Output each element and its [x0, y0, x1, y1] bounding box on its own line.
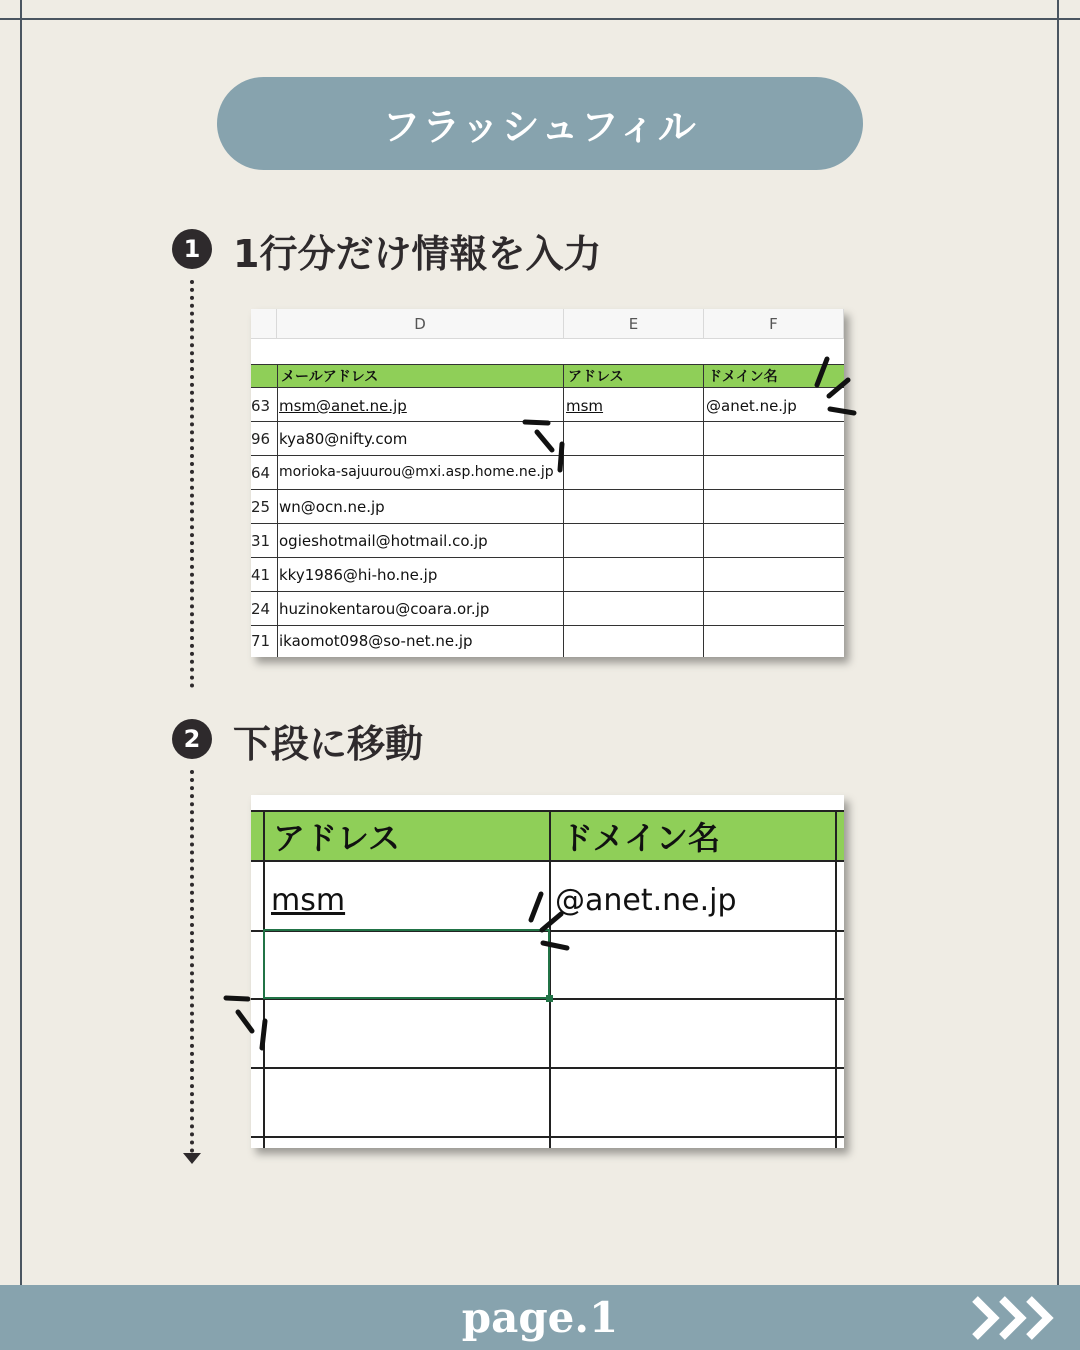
- domain-cell[interactable]: @anet.ne.jp: [706, 397, 797, 415]
- footer-bar: [0, 1285, 1080, 1350]
- spark-mark: [542, 914, 561, 930]
- spark-mark: [531, 894, 541, 920]
- header-cell-address[interactable]: アドレス: [568, 369, 624, 385]
- spark-mark: [226, 998, 248, 999]
- column-header-d[interactable]: D: [277, 309, 564, 339]
- triple-chevron-right-icon[interactable]: [970, 1293, 1065, 1343]
- step-1-title: 1行分だけ情報を入力: [233, 232, 602, 276]
- spark-mark: [543, 943, 567, 948]
- header-cell-email[interactable]: メールアドレス: [281, 369, 379, 385]
- spark-mark: [560, 444, 562, 470]
- email-cell[interactable]: huzinokentarou@coara.or.jp: [279, 600, 490, 618]
- spark-mark: [817, 359, 827, 385]
- spark-mark: [262, 1021, 265, 1048]
- email-cell[interactable]: kya80@nifty.com: [279, 430, 408, 448]
- row-number: 25: [251, 498, 271, 516]
- column-header-f[interactable]: F: [704, 309, 844, 339]
- spark-mark: [537, 432, 552, 450]
- address-cell[interactable]: msm: [566, 397, 604, 415]
- header-cell-domain[interactable]: ドメイン名: [561, 819, 721, 857]
- email-cell[interactable]: kky1986@hi-ho.ne.jp: [279, 566, 438, 584]
- row-number: 71: [251, 632, 271, 650]
- header-cell-address[interactable]: アドレス: [273, 819, 401, 857]
- email-cell[interactable]: ogieshotmail@hotmail.co.jp: [279, 532, 488, 550]
- spark-mark: [525, 422, 548, 423]
- domain-cell[interactable]: @anet.ne.jp: [555, 883, 737, 918]
- header-cell-domain[interactable]: ドメイン名: [708, 369, 778, 385]
- step-1-number-badge: 1: [172, 229, 212, 269]
- spark-mark: [829, 380, 848, 396]
- email-cell[interactable]: wn@ocn.ne.jp: [279, 498, 385, 516]
- spark-mark: [238, 1012, 252, 1031]
- column-header-e[interactable]: E: [564, 309, 704, 339]
- row-number: 64: [251, 464, 271, 482]
- step-2-number-badge: 2: [172, 719, 212, 759]
- email-cell[interactable]: ikaomot098@so-net.ne.jp: [279, 632, 473, 650]
- row-number: 63: [251, 397, 271, 415]
- page-title: フラッシュフィル: [217, 77, 863, 170]
- row-number: 24: [251, 600, 271, 618]
- address-cell[interactable]: msm: [271, 883, 346, 918]
- page-label: page.1: [461, 1293, 619, 1342]
- row-number: 41: [251, 566, 271, 584]
- email-cell[interactable]: morioka-sajuurou@mxi.asp.home.ne.jp: [279, 464, 554, 480]
- spark-mark: [830, 409, 854, 413]
- row-number: 96: [251, 430, 271, 448]
- step-2-title: 下段に移動: [233, 722, 424, 766]
- row-number: 31: [251, 532, 271, 550]
- email-cell[interactable]: msm@anet.ne.jp: [279, 397, 407, 415]
